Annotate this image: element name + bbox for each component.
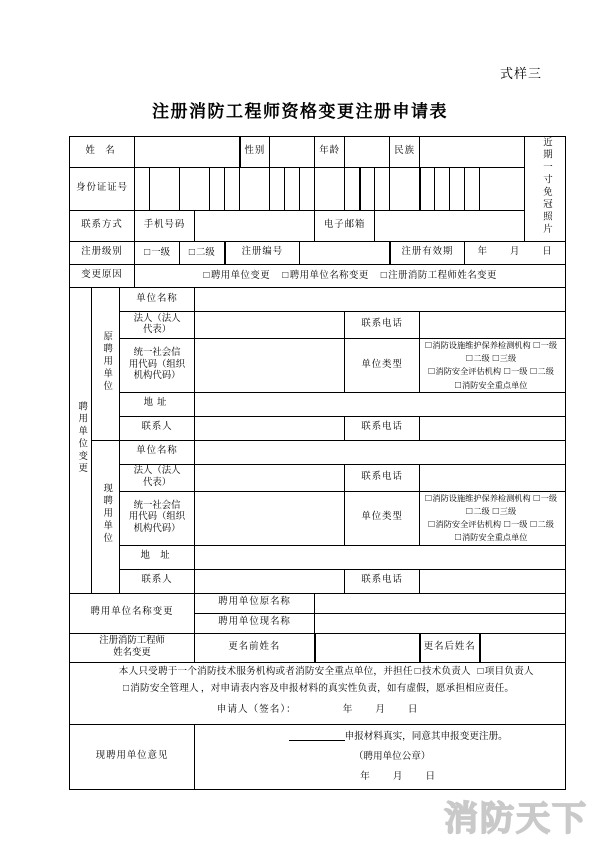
name-value[interactable] xyxy=(135,137,240,168)
id-cell-9[interactable] xyxy=(300,168,315,211)
reg-validity-value[interactable]: 年 月 日 xyxy=(465,242,566,265)
table-row-change-reason xyxy=(70,265,566,288)
id-cell-14[interactable] xyxy=(390,168,420,211)
table-row-current-unit-name xyxy=(70,440,566,464)
current-unit-name-label: 单位名称 xyxy=(120,440,195,464)
current-credit-code-value[interactable] xyxy=(195,491,345,545)
declaration-option-safety-manager[interactable]: □ 消防安全管理人 xyxy=(123,683,199,694)
page-title: 注册消防工程师资格变更注册申请表 xyxy=(152,102,448,121)
table-row-declaration xyxy=(70,662,566,724)
current-type-key-unit[interactable]: □ 消防安全重点单位 xyxy=(455,533,528,542)
former-type-key-unit[interactable]: □ 消防安全重点单位 xyxy=(455,381,528,390)
photo-label: 近期一寸免冠照片 xyxy=(540,137,551,237)
table-row-opinion xyxy=(70,724,566,789)
reg-level-option-1[interactable]: □ 一级 xyxy=(135,242,180,265)
current-contact-person-label: 联系人 xyxy=(120,569,195,593)
current-contact-phone-label: 联系电话 xyxy=(345,569,420,593)
former-unit-type-options xyxy=(420,339,566,393)
opinion-content[interactable] xyxy=(195,724,566,789)
current-credit-code-label: 统一社会信 用代码（组织 机构代码） xyxy=(120,491,195,545)
former-type-assessment[interactable]: □ 消防安全评估机构 xyxy=(429,367,502,376)
current-type-maintenance-l2[interactable]: □ 二级 xyxy=(466,507,489,516)
id-cell-7[interactable] xyxy=(270,168,285,211)
mobile-label: 手机号码 xyxy=(135,211,195,242)
former-contact-phone-label: 联系电话 xyxy=(345,416,420,440)
gender-label: 性别 xyxy=(240,137,270,168)
id-cell-17[interactable] xyxy=(450,168,465,211)
former-employer-label: 原聘用单位 xyxy=(92,288,120,441)
reg-validity-label: 注册有效期 xyxy=(390,242,465,265)
id-number-label: 身份证证号 xyxy=(70,168,135,211)
former-credit-code-value[interactable] xyxy=(195,339,345,393)
former-legal-person-value[interactable] xyxy=(195,312,345,339)
former-type-maintenance-l1[interactable]: □ 一级 xyxy=(534,341,557,350)
table-row-registration xyxy=(70,242,566,265)
current-type-assessment[interactable]: □ 消防安全评估机构 xyxy=(429,520,502,529)
id-cell-10[interactable] xyxy=(315,168,345,211)
table-row-contact xyxy=(70,211,566,242)
id-cell-3[interactable] xyxy=(180,168,210,211)
name-after-value[interactable] xyxy=(480,633,566,662)
reg-number-value[interactable] xyxy=(300,242,390,265)
application-form-table xyxy=(69,136,566,790)
current-employer-label: 现聘用单位 xyxy=(92,440,120,593)
current-type-assessment-l2[interactable]: □ 二级 xyxy=(531,520,554,529)
unit-current-name-label: 聘用单位现名称 xyxy=(195,613,315,633)
contact-label: 联系方式 xyxy=(70,211,135,242)
id-cell-1[interactable] xyxy=(135,168,150,211)
former-legal-phone-label: 联系电话 xyxy=(345,312,420,339)
former-legal-person-label: 法人（法人 代表） xyxy=(120,312,195,339)
reason-option-employer[interactable]: □ 聘用单位变更 xyxy=(203,271,270,281)
declaration-block xyxy=(70,662,566,724)
current-legal-person-label: 法人（法人 代表） xyxy=(120,464,195,491)
change-reason-label: 变更原因 xyxy=(70,265,135,288)
opinion-date-line: 年 月 日 xyxy=(360,770,437,782)
id-cell-6[interactable] xyxy=(240,168,270,211)
id-cell-12[interactable] xyxy=(360,168,375,211)
current-legal-phone-value[interactable] xyxy=(420,464,566,491)
unit-name-change-label: 聘用单位名称变更 xyxy=(70,593,195,633)
photo-box[interactable] xyxy=(525,137,566,242)
change-reason-options xyxy=(135,265,566,288)
former-contact-person-value[interactable] xyxy=(195,416,345,440)
table-row-engineer-name-change xyxy=(70,633,566,662)
form-code-label: 式样三 xyxy=(499,66,542,81)
applicant-signature-label[interactable]: 申请人（签名）： xyxy=(216,704,297,716)
current-type-maintenance-l3[interactable]: □ 三级 xyxy=(493,507,516,516)
mobile-value[interactable] xyxy=(195,211,315,242)
former-contact-phone-value[interactable] xyxy=(420,416,566,440)
former-credit-code-label: 统一社会信 用代码（组织 机构代码） xyxy=(120,339,195,393)
id-cell-4[interactable] xyxy=(210,168,225,211)
opinion-label: 现聘用单位意见 xyxy=(70,724,195,789)
id-cell-8[interactable] xyxy=(285,168,300,211)
former-address-value[interactable] xyxy=(195,392,566,416)
former-unit-name-value[interactable] xyxy=(195,288,566,312)
opinion-line-1: 申报材料真实，同意其申报变更注册。 xyxy=(197,727,563,747)
current-contact-phone-value[interactable] xyxy=(420,569,566,593)
ethnicity-label: 民族 xyxy=(390,137,420,168)
watermark: 消防天下 xyxy=(444,799,588,839)
table-row-current-credit-code xyxy=(70,491,566,545)
gender-value[interactable] xyxy=(270,137,315,168)
current-address-value[interactable] xyxy=(195,545,566,569)
table-row-id-number xyxy=(70,168,566,211)
employer-change-group-label: 聘用单位变更 xyxy=(70,288,92,594)
opinion-blank-line[interactable] xyxy=(289,740,345,741)
table-row-unit-former-name xyxy=(70,593,566,613)
unit-former-name-label: 聘用单位原名称 xyxy=(195,593,315,613)
table-row-name xyxy=(70,137,566,168)
former-legal-phone-value[interactable] xyxy=(420,312,566,339)
current-contact-person-value[interactable] xyxy=(195,569,345,593)
unit-current-name-value[interactable] xyxy=(315,613,566,633)
table-row-former-unit-name xyxy=(70,288,566,312)
ethnicity-value[interactable] xyxy=(420,137,525,168)
former-type-assessment-l1[interactable]: □ 一级 xyxy=(504,367,527,376)
current-type-assessment-l1[interactable]: □ 一级 xyxy=(504,520,527,529)
declaration-option-project[interactable]: □ 项目负责人 xyxy=(477,666,533,677)
engineer-name-change-label: 注册消防工程师 姓名变更 xyxy=(70,633,195,662)
opinion-seal-line: （聘用单位公章） xyxy=(353,751,431,763)
id-cell-11[interactable] xyxy=(345,168,360,211)
reg-level-label: 注册级别 xyxy=(70,242,135,265)
declaration-signature-line: 申请人（签名）： 年 月 日 xyxy=(216,704,419,716)
former-contact-person-label: 联系人 xyxy=(120,416,195,440)
current-legal-phone-label: 联系电话 xyxy=(345,464,420,491)
declaration-text: 本人只受聘于一个消防技术服务机构或者消防安全重点单位，并担任 □ 技术负责人 □ 项目负责人 □ 消防安全管理人 ，对申请表内容及申报材料的真实性负责，如有虚假，愿承担相应责任。 xyxy=(72,663,563,699)
reg-level-option-2[interactable]: □ 二级 xyxy=(180,242,225,265)
former-type-maintenance-l3[interactable]: □ 三级 xyxy=(493,354,516,363)
current-type-maintenance[interactable]: □ 消防设施维护保养检测机构 xyxy=(425,494,530,503)
id-cell-2[interactable] xyxy=(150,168,180,211)
declaration-option-technical[interactable]: □ 技术负责人 xyxy=(415,666,471,677)
name-before-label: 更名前姓名 xyxy=(195,633,315,662)
id-cell-5[interactable] xyxy=(225,168,240,211)
reg-number-label: 注册编号 xyxy=(225,242,300,265)
id-cell-13[interactable] xyxy=(375,168,390,211)
current-address-label: 地 址 xyxy=(120,545,195,569)
reason-option-employer-name[interactable]: □ 聘用单位名称变更 xyxy=(282,271,369,281)
unit-former-name-value[interactable] xyxy=(315,593,566,613)
name-before-value[interactable] xyxy=(315,633,420,662)
former-type-maintenance-l2[interactable]: □ 二级 xyxy=(466,354,489,363)
table-row-former-credit-code xyxy=(70,339,566,393)
current-unit-type-label: 单位类型 xyxy=(345,491,420,545)
age-value[interactable] xyxy=(345,137,390,168)
age-label: 年龄 xyxy=(315,137,345,168)
table-row-former-address xyxy=(70,392,566,416)
name-label: 姓 名 xyxy=(70,137,135,168)
current-legal-person-value[interactable] xyxy=(195,464,345,491)
table-row-former-legal-person xyxy=(70,312,566,339)
reason-option-engineer-name[interactable]: □ 注册消防工程师姓名变更 xyxy=(381,271,497,281)
name-after-label: 更名后姓名 xyxy=(420,633,480,662)
email-label: 电子邮箱 xyxy=(315,211,375,242)
id-cell-16[interactable] xyxy=(435,168,450,211)
current-unit-name-value[interactable] xyxy=(195,440,566,464)
table-row-former-contact xyxy=(70,416,566,440)
former-type-assessment-l2[interactable]: □ 二级 xyxy=(531,367,554,376)
current-type-maintenance-l1[interactable]: □ 一级 xyxy=(534,494,557,503)
email-value[interactable] xyxy=(375,211,525,242)
former-unit-name-label: 单位名称 xyxy=(120,288,195,312)
former-address-label: 地址 xyxy=(120,392,195,416)
current-unit-type-options xyxy=(420,491,566,545)
former-unit-type-label: 单位类型 xyxy=(345,339,420,393)
id-cell-18[interactable] xyxy=(465,168,480,211)
table-row-current-contact xyxy=(70,569,566,593)
id-cell-15[interactable] xyxy=(420,168,435,211)
table-row-current-legal-person xyxy=(70,464,566,491)
former-type-maintenance[interactable]: □ 消防设施维护保养检测机构 xyxy=(425,341,530,350)
table-row-current-address xyxy=(70,545,566,569)
